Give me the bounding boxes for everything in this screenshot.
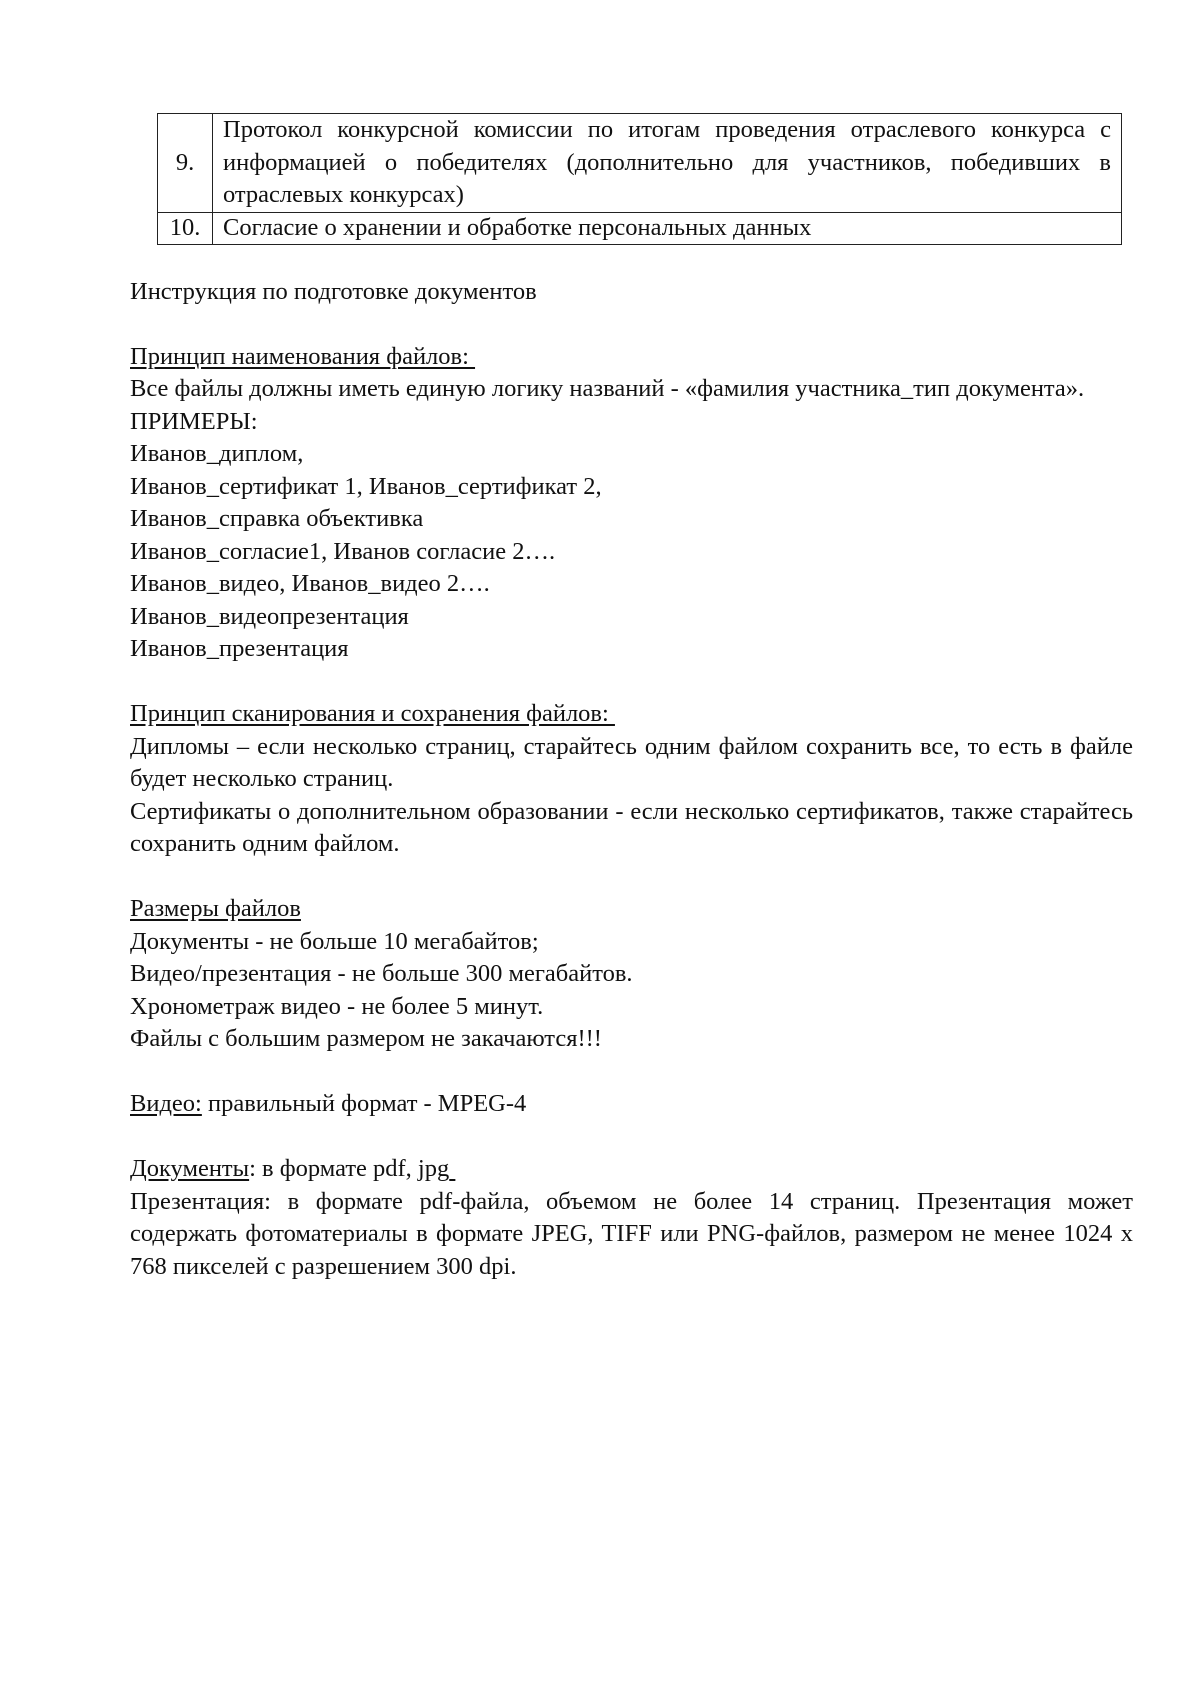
table-row <box>158 212 1122 244</box>
example-item: Иванов_справка объективка <box>130 505 424 532</box>
presentation-paragraph: Презентация: в формате pdf-файла, объемом не более 14 страниц. Презентация может содержать фотоматериалы в формате JPEG, TIFF или PNG-файлов, размером не менее 1024 х 768 пикселей с разрешением 300 dpi. <box>130 1187 1133 1280</box>
scanning-paragraph: Дипломы – если несколько страниц, старайтесь одним файлом сохранить все, то есть в файле будет несколько страниц. <box>130 732 1133 792</box>
example-item: Иванов_сертификат 1, Иванов_сертификат 2, <box>130 472 602 500</box>
video-text: правильный формат - MPEG-4 <box>201 1090 527 1117</box>
spacer <box>130 308 1133 341</box>
row-number: 10. <box>158 212 213 244</box>
example-item: Иванов_видео, Иванов_видео 2…. <box>130 570 490 597</box>
size-line: Файлы с большим размером не закачаются!!! <box>130 1025 602 1052</box>
row-text: Согласие о хранении и обработке персональных данных <box>213 212 1122 244</box>
scanning-paragraph: Сертификаты о дополнительном образовании - если несколько сертификатов, также старайтесь сохранить одним файлом. <box>130 797 1133 857</box>
spacer <box>130 861 1133 894</box>
example-item: Иванов_презентация <box>130 635 349 662</box>
video-format <box>130 1088 1133 1121</box>
table-row <box>158 114 1122 213</box>
naming-heading: Принцип наименования файлов: <box>130 342 476 370</box>
documents-label: Документы <box>130 1155 250 1182</box>
naming-description: Все файлы должны иметь единую логику названий - «фамилия участника_тип документа». <box>130 375 1085 402</box>
example-item: Иванов_видеопрезентация <box>130 602 409 630</box>
row-text: Протокол конкурсной комиссии по итогам проведения отраслевого конкурса с информацией о победителях (дополнительно для участников, победивших в отраслевых конкурсах) <box>213 114 1122 213</box>
size-line: Документы - не больше 10 мегабайтов; <box>130 927 539 955</box>
instruction-title: Инструкция по подготовке документов <box>130 277 537 305</box>
documents-text: : в формате pdf, jpg <box>249 1155 450 1182</box>
example-item: Иванов_согласие1, Иванов согласие 2…. <box>130 537 556 565</box>
spacer <box>130 1121 1133 1154</box>
row-number: 9. <box>158 114 213 213</box>
documents-format <box>130 1153 1133 1186</box>
document-page <box>130 113 1133 1283</box>
video-label: Видео: <box>130 1090 202 1117</box>
examples-label: ПРИМЕРЫ: <box>130 407 258 435</box>
sizes-heading: Размеры файлов <box>130 895 301 922</box>
example-item: Иванов_диплом, <box>130 440 304 467</box>
spacer <box>130 1056 1133 1089</box>
spacer <box>130 666 1133 699</box>
documents-trailing <box>449 1155 455 1182</box>
size-line: Видео/презентация - не больше 300 мегабайтов. <box>130 960 633 987</box>
scanning-heading: Принцип сканирования и сохранения файлов: <box>130 700 615 727</box>
size-line: Хронометраж видео - не более 5 минут. <box>130 992 544 1020</box>
documents-table <box>157 113 1122 245</box>
